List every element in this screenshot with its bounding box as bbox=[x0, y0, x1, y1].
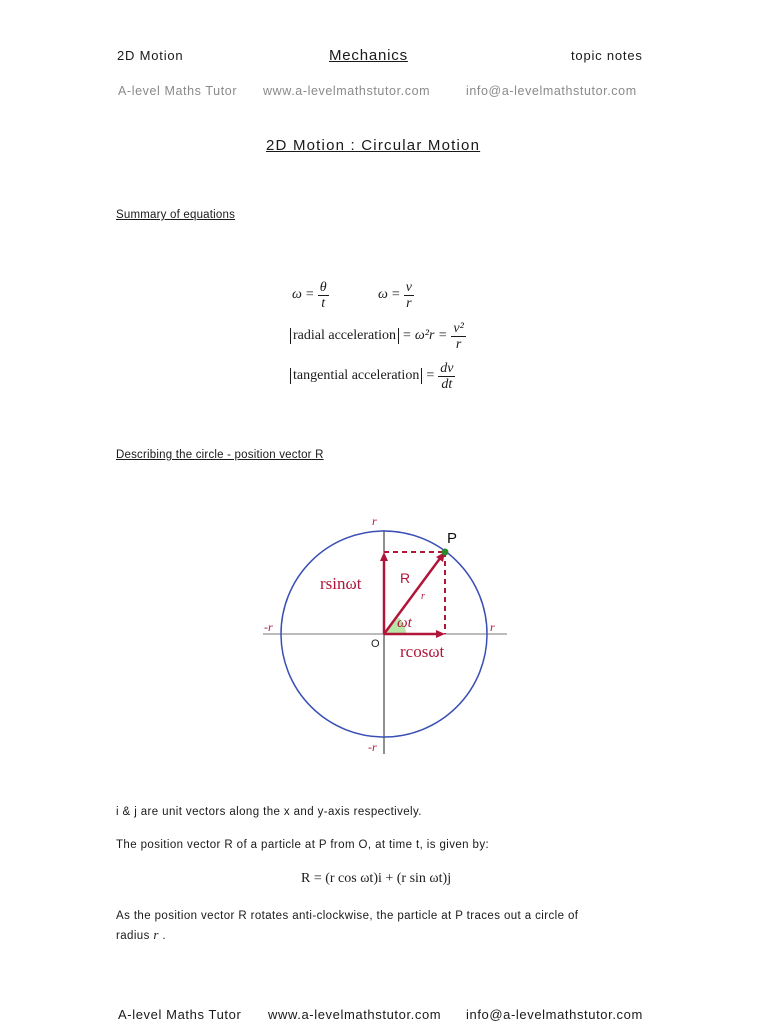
omega-symbol: ω bbox=[292, 287, 302, 302]
label-r-on-vector: r bbox=[421, 591, 425, 602]
footer-site-url[interactable]: www.a-levelmathstutor.com bbox=[268, 1007, 442, 1022]
label-r-top: r bbox=[372, 514, 377, 528]
header-subject: Mechanics bbox=[329, 47, 408, 64]
label-neg-r-left: -r bbox=[264, 620, 273, 634]
footer-site-name: A-level Maths Tutor bbox=[118, 1007, 242, 1022]
position-vector-R bbox=[384, 557, 441, 634]
circle-diagram bbox=[255, 508, 515, 758]
equation-tangential-acceleration: tangential acceleration = $\frac{dv}{dt}$ bbox=[290, 358, 455, 394]
header-email[interactable]: info@a-levelmathstutor.com bbox=[466, 84, 637, 98]
describing-heading: Describing the circle - position vector R bbox=[116, 449, 324, 461]
label-angle-wt: ωt bbox=[397, 615, 412, 631]
equation-omega-theta: ω = $\frac{\theta}{t}$ bbox=[292, 279, 327, 311]
label-neg-r-bottom: -r bbox=[368, 740, 377, 754]
label-rsin: rsinωt bbox=[320, 574, 362, 593]
label-vector-R: R bbox=[400, 570, 411, 586]
page-title: 2D Motion : Circular Motion bbox=[266, 137, 481, 154]
rcos-arrowhead bbox=[436, 630, 445, 638]
equation-omega-v: ω = $\frac{v}{r}$ bbox=[378, 279, 413, 311]
label-rcos: rcosωt bbox=[400, 642, 445, 661]
header-site-name: A-level Maths Tutor bbox=[118, 84, 238, 98]
rotation-text: As the position vector R rotates anti-clockwise, the particle at P traces out a circle of bbox=[116, 910, 579, 922]
label-r-right: r bbox=[490, 620, 495, 634]
vector-equation: R = (r cos ωt)i + (r sin ωt)j bbox=[301, 871, 452, 886]
position-vector-text: The position vector R of a particle at P from O, at time t, is given by: bbox=[116, 839, 490, 851]
label-origin: O bbox=[371, 638, 380, 650]
header-doc-type: topic notes bbox=[571, 48, 643, 63]
point-P bbox=[442, 549, 449, 556]
equation-radial-acceleration: radial acceleration = ω²r = $\frac{\text{v²}}{r}$ bbox=[290, 318, 466, 354]
rsin-arrowhead bbox=[380, 552, 388, 561]
header-topic: 2D Motion bbox=[117, 48, 184, 63]
header-site-url[interactable]: www.a-levelmathstutor.com bbox=[263, 84, 431, 98]
footer-email[interactable]: info@a-levelmathstutor.com bbox=[466, 1007, 643, 1022]
unit-vectors-text: i & j are unit vectors along the x and y-axis respectively. bbox=[116, 806, 422, 818]
label-point-P: P bbox=[447, 530, 458, 547]
summary-heading: Summary of equations bbox=[116, 209, 236, 221]
radius-text: radius r . bbox=[116, 927, 167, 942]
